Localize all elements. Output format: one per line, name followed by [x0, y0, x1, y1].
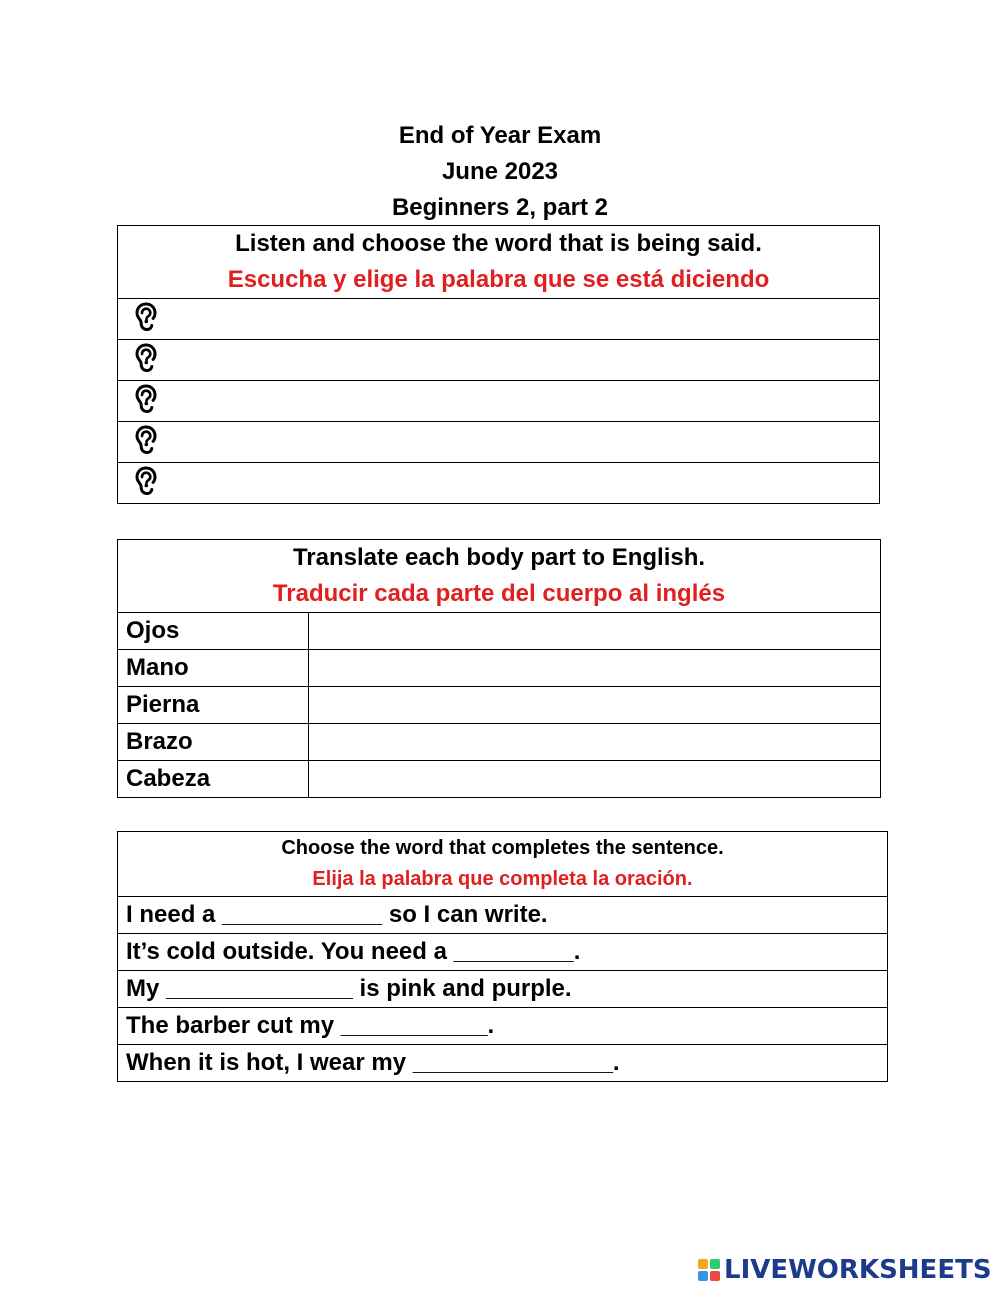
translation-answer-field[interactable]	[309, 724, 881, 761]
logo-text: LIVEWORKSHEETS	[724, 1255, 992, 1285]
listening-instructions	[118, 226, 880, 299]
sentence-row[interactable]: The barber cut my ___________.	[118, 1008, 888, 1045]
listening-row	[118, 299, 880, 340]
table-row	[118, 650, 881, 687]
sentence-instruction-es: Elija la palabra que completa la oración.	[312, 868, 693, 890]
listening-row	[118, 340, 880, 381]
table-row	[118, 613, 881, 650]
translation-answer-field[interactable]	[309, 687, 881, 724]
body-part-word: Mano	[118, 650, 309, 687]
sentence-row[interactable]: It’s cold outside. You need a _________.	[118, 934, 888, 971]
sentence-row[interactable]: My ______________ is pink and purple.	[118, 971, 888, 1008]
listening-table	[117, 225, 880, 504]
ear-icon[interactable]	[134, 302, 158, 337]
sentence-table	[117, 831, 888, 1082]
ear-icon[interactable]	[134, 384, 158, 419]
translation-instruction-en: Translate each body part to English.	[292, 544, 706, 571]
body-part-word: Brazo	[118, 724, 309, 761]
translation-answer-field[interactable]	[309, 650, 881, 687]
listening-row	[118, 381, 880, 422]
sentence-instructions	[118, 832, 888, 897]
body-part-word: Pierna	[118, 687, 309, 724]
exam-date: June 2023	[441, 158, 559, 185]
translation-answer-field[interactable]	[309, 761, 881, 798]
exam-header	[0, 118, 1000, 226]
body-part-word: Ojos	[118, 613, 309, 650]
table-row	[118, 761, 881, 798]
logo-blocks-icon	[698, 1259, 720, 1281]
ear-icon[interactable]	[134, 425, 158, 460]
listening-row	[118, 463, 880, 504]
liveworksheets-logo	[698, 1254, 994, 1286]
ear-icon[interactable]	[134, 466, 158, 501]
ear-icon[interactable]	[134, 343, 158, 378]
sentence-row[interactable]: When it is hot, I wear my _______________.	[118, 1045, 888, 1082]
exam-level: Beginners 2, part 2	[391, 194, 609, 221]
table-row	[118, 724, 881, 761]
translation-table	[117, 539, 881, 798]
exam-title: End of Year Exam	[398, 122, 602, 149]
translation-instructions	[118, 540, 881, 613]
body-part-word: Cabeza	[118, 761, 309, 798]
sentence-instruction-en: Choose the word that completes the sentence.	[281, 837, 724, 859]
listening-row	[118, 422, 880, 463]
translation-answer-field[interactable]	[309, 613, 881, 650]
sentence-row[interactable]: I need a ____________ so I can write.	[118, 897, 888, 934]
table-row	[118, 687, 881, 724]
listening-instruction-es: Escucha y elige la palabra que se está diciendo	[227, 266, 770, 293]
listening-instruction-en: Listen and choose the word that is being said.	[235, 230, 762, 257]
translation-instruction-es: Traducir cada parte del cuerpo al inglés	[272, 580, 726, 607]
